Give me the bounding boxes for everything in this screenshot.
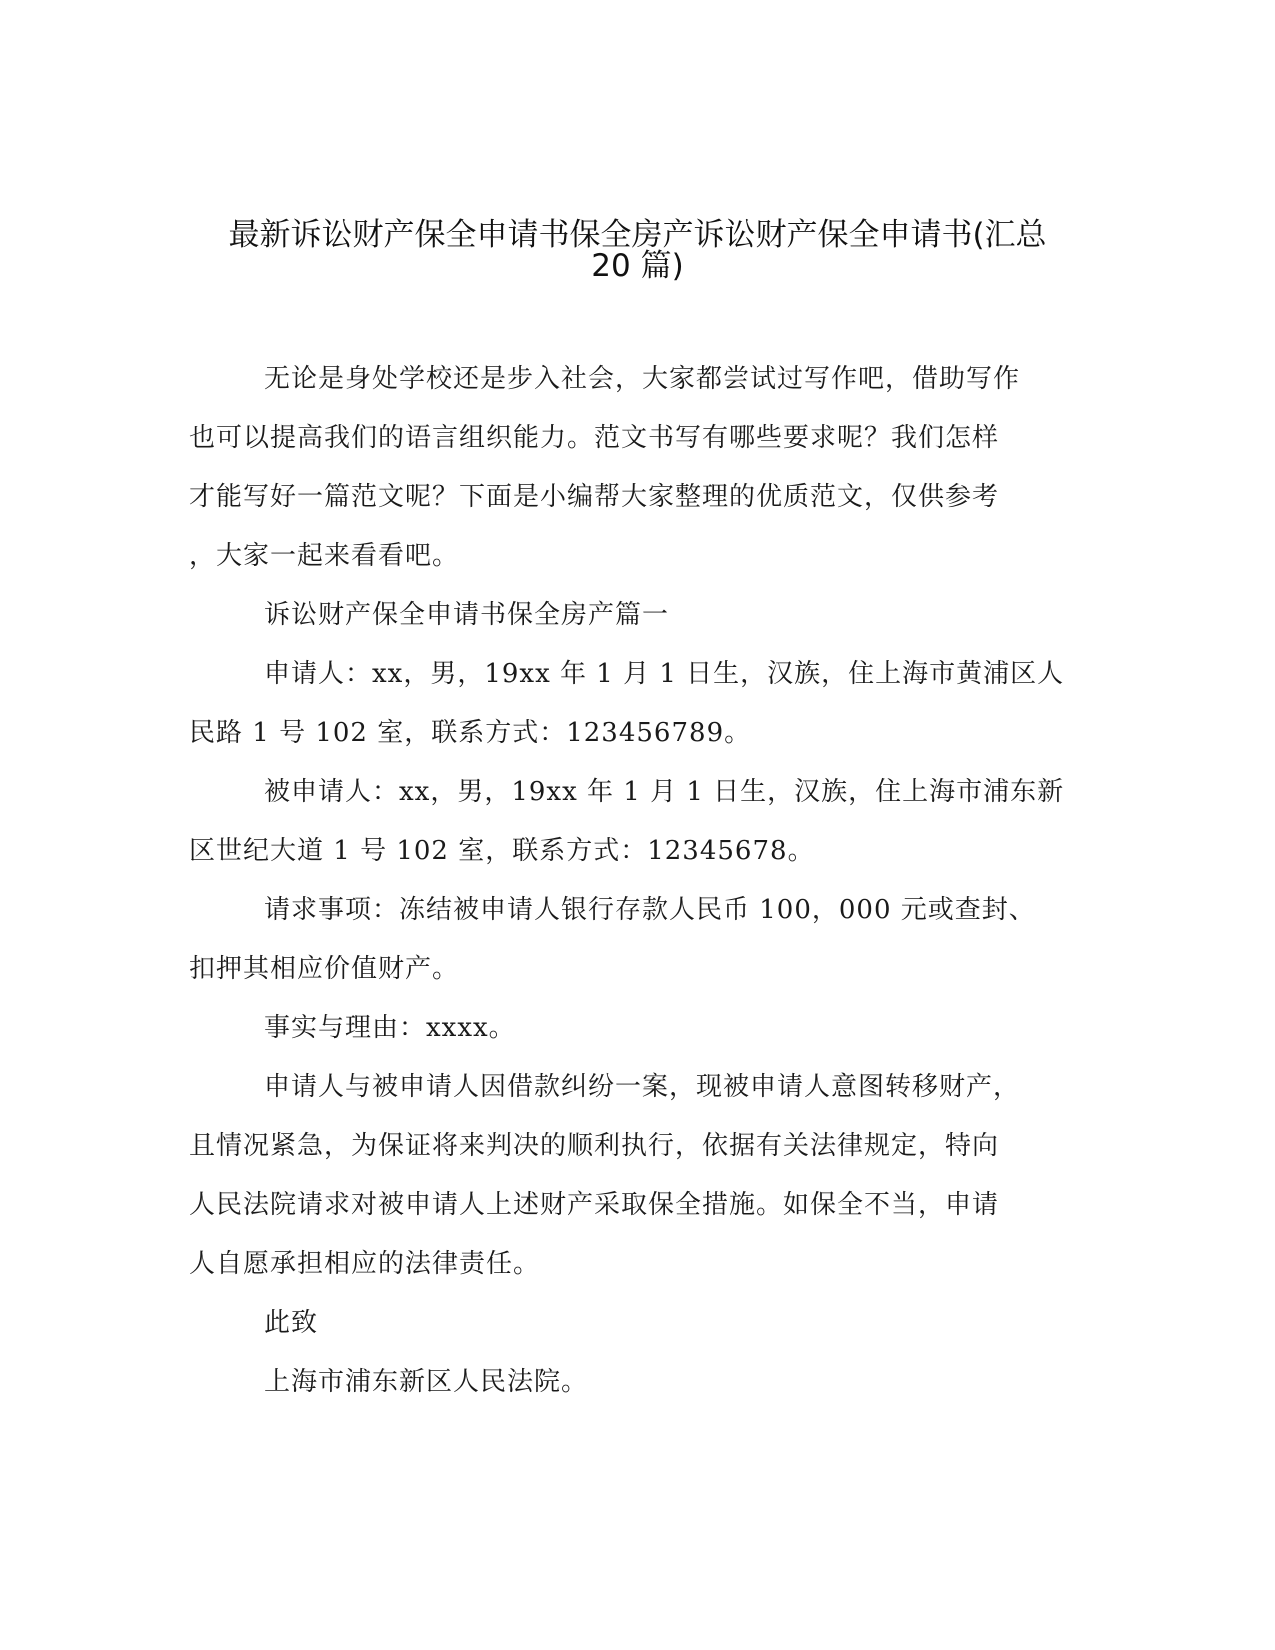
paragraph-line: 人自愿承担相应的法律责任。	[189, 1249, 541, 1279]
document-title-line-2: 20 篇)	[591, 248, 684, 284]
paragraph-line: 民路 1 号 102 室，联系方式：123456789。	[189, 718, 752, 748]
closing-salutation: 此致	[264, 1308, 319, 1338]
paragraph-line: 也可以提高我们的语言组织能力。范文书写有哪些要求呢？我们怎样	[189, 423, 1000, 453]
paragraph-line: 无论是身处学校还是步入社会，大家都尝试过写作吧，借助写作	[264, 364, 1021, 394]
paragraph-line: 申请人：xx，男，19xx 年 1 月 1 日生，汉族，住上海市黄浦区人	[264, 659, 1065, 689]
paragraph-line: 人民法院请求对被申请人上述财产采取保全措施。如保全不当，申请	[189, 1190, 1000, 1220]
paragraph-line: 区世纪大道 1 号 102 室，联系方式：12345678。	[189, 836, 815, 866]
paragraph-line: 且情况紧急，为保证将来判决的顺利执行，依据有关法律规定，特向	[189, 1131, 1000, 1161]
section-heading: 诉讼财产保全申请书保全房产篇一	[264, 600, 670, 630]
court-addressee: 上海市浦东新区人民法院。	[264, 1367, 589, 1397]
paragraph-line: ，大家一起来看看吧。	[189, 541, 460, 571]
paragraph-line: 请求事项：冻结被申请人银行存款人民币 100，000 元或查封、	[264, 895, 1036, 925]
document-title-line-1: 最新诉讼财产保全申请书保全房产诉讼财产保全申请书(汇总	[228, 217, 1047, 253]
paragraph-line: 被申请人：xx，男，19xx 年 1 月 1 日生，汉族，住上海市浦东新	[264, 777, 1065, 807]
paragraph-line: 扣押其相应价值财产。	[189, 954, 460, 984]
paragraph-line: 事实与理由：xxxx。	[264, 1013, 516, 1043]
paragraph-line: 申请人与被申请人因借款纠纷一案，现被申请人意图转移财产，	[264, 1072, 1021, 1102]
paragraph-line: 才能写好一篇范文呢？下面是小编帮大家整理的优质范文，仅供参考	[189, 482, 1000, 512]
